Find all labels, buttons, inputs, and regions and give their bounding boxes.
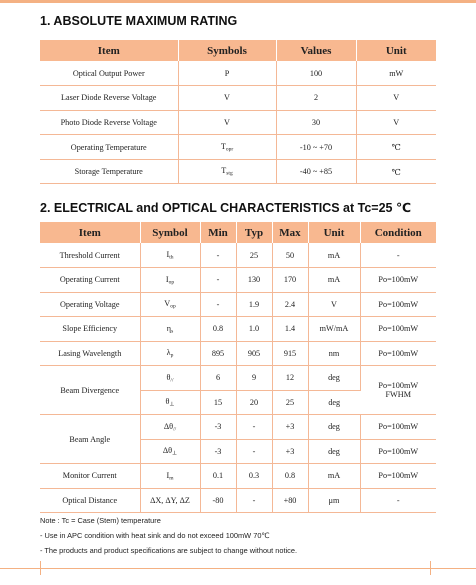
table-row: [40, 61, 436, 86]
min-cell: 15: [200, 390, 236, 415]
condition-cell: Po=100mW: [360, 292, 436, 317]
note-line: - Use in APC condition with heat sink and do not exceed 100mW 70℃: [40, 531, 270, 540]
item-cell: Laser Diode Reverse Voltage: [40, 86, 178, 111]
typ-cell: 0.3: [236, 464, 272, 489]
value-cell: -10 ~ +70: [276, 135, 356, 160]
condition-cell: Po=100mW: [360, 464, 436, 489]
typ-cell: 9: [236, 366, 272, 391]
top-accent-rule: [0, 0, 476, 3]
table-row: [40, 488, 436, 513]
condition-cell: Po=100mW: [360, 268, 436, 293]
min-cell: 6: [200, 366, 236, 391]
symbol-cell: $V_{op}$: [140, 292, 200, 317]
item-cell: Beam Angle: [40, 415, 140, 464]
header-symbols: Symbols: [178, 40, 276, 61]
typ-cell: 1.0: [236, 317, 272, 342]
typ-cell: -: [236, 439, 272, 464]
table-row: [40, 366, 436, 391]
header-item: Item: [40, 222, 140, 243]
unit-cell: mW/mA: [308, 317, 360, 342]
unit-cell: nm: [308, 341, 360, 366]
table-row: [40, 464, 436, 489]
table-row: [40, 341, 436, 366]
item-cell: Threshold Current: [40, 243, 140, 268]
value-cell: 2: [276, 86, 356, 111]
table-row: [40, 86, 436, 111]
unit-cell: deg: [308, 390, 360, 415]
symbol-cell: $\eta_s$: [140, 317, 200, 342]
unit-cell: μm: [308, 488, 360, 513]
item-cell: Optical Distance: [40, 488, 140, 513]
condition-cell: -: [360, 488, 436, 513]
item-cell: Photo Diode Reverse Voltage: [40, 110, 178, 135]
symbol-cell: $I_m$: [140, 464, 200, 489]
max-cell: 50: [272, 243, 308, 268]
condition-cell: Po=100mW: [360, 415, 436, 440]
item-cell: Lasing Wavelength: [40, 341, 140, 366]
unit-cell: mA: [308, 243, 360, 268]
notes-block: [40, 516, 297, 561]
note-line: - The products and product specifications are subject to change without notice.: [40, 546, 298, 555]
table-row: [40, 135, 436, 160]
header-max: Max: [272, 222, 308, 243]
symbol-cell: $\Delta\theta_\perp$: [140, 439, 200, 464]
min-cell: -: [200, 268, 236, 293]
item-cell: Operating Current: [40, 268, 140, 293]
max-cell: +80: [272, 488, 308, 513]
max-cell: +3: [272, 415, 308, 440]
item-cell: Beam Divergence: [40, 366, 140, 415]
min-cell: -3: [200, 439, 236, 464]
item-cell: Operating Voltage: [40, 292, 140, 317]
typ-cell: 905: [236, 341, 272, 366]
min-cell: -: [200, 292, 236, 317]
bottom-accent-rule: [0, 568, 476, 569]
item-cell: Monitor Current: [40, 464, 140, 489]
typ-cell: 20: [236, 390, 272, 415]
min-cell: -: [200, 243, 236, 268]
unit-cell: deg: [308, 439, 360, 464]
table-row: [40, 243, 436, 268]
symbol-cell: $T_{opr}$: [178, 135, 276, 160]
symbol-cell: $\theta_\perp$: [140, 390, 200, 415]
symbol-cell: $I_{op}$: [140, 268, 200, 293]
header-unit: Unit: [308, 222, 360, 243]
unit-cell: mA: [308, 268, 360, 293]
unit-cell: mW: [356, 61, 436, 86]
condition-line-2: FWHM: [385, 390, 411, 399]
table-row: [40, 268, 436, 293]
table-header-row: [40, 222, 436, 243]
electrical-optical-table: [40, 222, 436, 513]
header-typ: Typ: [236, 222, 272, 243]
typ-cell: 25: [236, 243, 272, 268]
header-symbol: Symbol: [140, 222, 200, 243]
value-cell: 100: [276, 61, 356, 86]
max-cell: 2.4: [272, 292, 308, 317]
max-cell: 1.4: [272, 317, 308, 342]
unit-cell: ℃: [356, 159, 436, 184]
typ-cell: -: [236, 415, 272, 440]
table-row: [40, 159, 436, 184]
max-cell: 915: [272, 341, 308, 366]
header-values: Values: [276, 40, 356, 61]
crop-mark-right: [430, 561, 431, 575]
note-line: Note : Tc = Case (Stem) temperature: [40, 516, 161, 525]
item-cell: Slope Efficiency: [40, 317, 140, 342]
typ-cell: -: [236, 488, 272, 513]
header-condition: Condition: [360, 222, 436, 243]
item-cell: Storage Temperature: [40, 159, 178, 184]
max-cell: 0.8: [272, 464, 308, 489]
symbol-cell: V: [178, 110, 276, 135]
crop-mark-left: [40, 561, 41, 575]
table-row: [40, 110, 436, 135]
unit-cell: V: [356, 86, 436, 111]
symbol-cell: $T_{stg}$: [178, 159, 276, 184]
unit-cell: deg: [308, 366, 360, 391]
header-unit: Unit: [356, 40, 436, 61]
typ-cell: 1.9: [236, 292, 272, 317]
symbol-cell: $\Delta\theta_{//}$: [140, 415, 200, 440]
symbol-cell: $\lambda_p$: [140, 341, 200, 366]
typ-cell: 130: [236, 268, 272, 293]
value-cell: -40 ~ +85: [276, 159, 356, 184]
condition-cell: -: [360, 243, 436, 268]
section-title-electrical-optical: 2. ELECTRICAL and OPTICAL CHARACTERISTICS at Tc=25 ℃: [40, 201, 412, 215]
unit-cell: V: [356, 110, 436, 135]
condition-cell: Po=100mW: [360, 439, 436, 464]
min-cell: 895: [200, 341, 236, 366]
table-row: [40, 415, 436, 440]
condition-line-1: Po=100mW: [378, 381, 419, 390]
item-cell: Operating Temperature: [40, 135, 178, 160]
value-cell: 30: [276, 110, 356, 135]
header-item: Item: [40, 40, 178, 61]
condition-cell: Po=100mW: [360, 317, 436, 342]
condition-cell: [360, 366, 436, 415]
table-row: [40, 317, 436, 342]
header-min: Min: [200, 222, 236, 243]
unit-cell: deg: [308, 415, 360, 440]
symbol-cell: ΔX, ΔY, ΔZ: [140, 488, 200, 513]
min-cell: 0.1: [200, 464, 236, 489]
symbol-cell: P: [178, 61, 276, 86]
min-cell: -3: [200, 415, 236, 440]
max-cell: 170: [272, 268, 308, 293]
absolute-maximum-table: [40, 40, 436, 184]
item-cell: Optical Output Power: [40, 61, 178, 86]
symbol-cell: V: [178, 86, 276, 111]
max-cell: 12: [272, 366, 308, 391]
max-cell: 25: [272, 390, 308, 415]
min-cell: 0.8: [200, 317, 236, 342]
unit-cell: mA: [308, 464, 360, 489]
condition-cell: Po=100mW: [360, 341, 436, 366]
symbol-cell: $I_{th}$: [140, 243, 200, 268]
table-row: [40, 292, 436, 317]
max-cell: +3: [272, 439, 308, 464]
section-title-absolute-maximum: 1. ABSOLUTE MAXIMUM RATING: [40, 14, 238, 28]
min-cell: -80: [200, 488, 236, 513]
symbol-cell: $\theta_{//}$: [140, 366, 200, 391]
unit-cell: ℃: [356, 135, 436, 160]
unit-cell: V: [308, 292, 360, 317]
table-header-row: [40, 40, 436, 61]
